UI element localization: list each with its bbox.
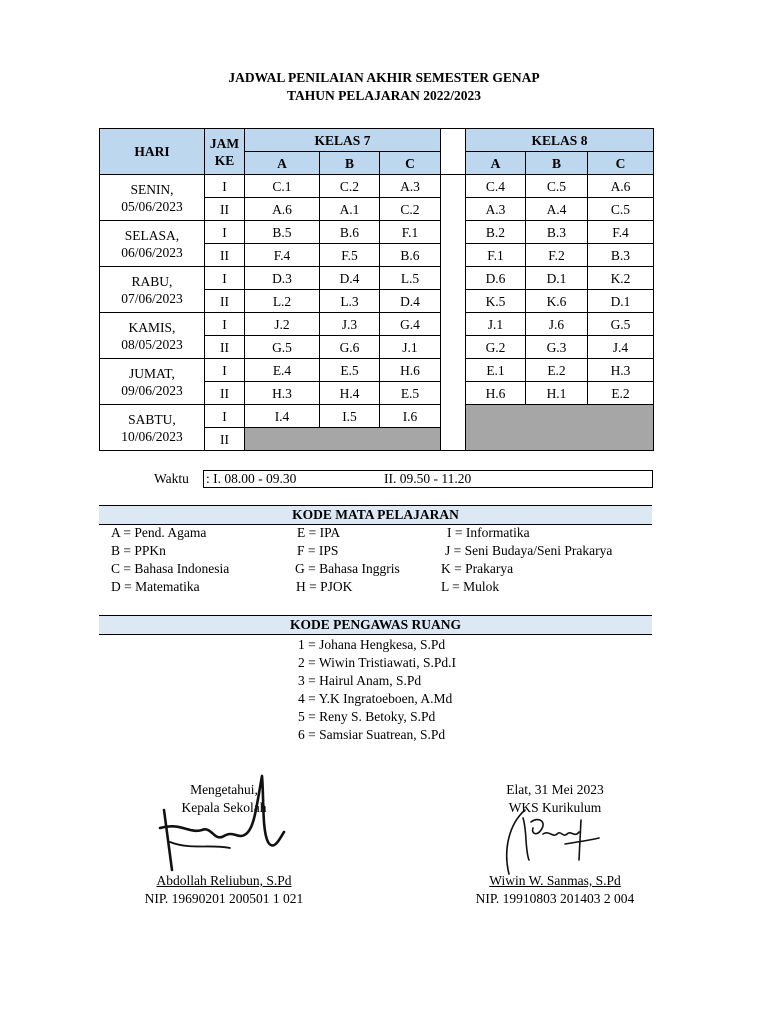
kelas8-cell: F.2: [526, 244, 588, 267]
day-date: 06/06/2023: [121, 244, 183, 260]
day-cell: [100, 405, 205, 451]
header-hari: HARI: [100, 129, 205, 175]
left-signer-nip: NIP. 19690201 200501 1 021: [144, 891, 304, 906]
kelas8-cell: H.1: [526, 382, 588, 405]
kelas8-cell: J.6: [526, 313, 588, 336]
pengawas-item: 3 = Hairul Anam, S.Pd: [298, 673, 422, 688]
kelas8-cell: H.6: [466, 382, 526, 405]
kode-pengawas-heading: KODE PENGAWAS RUANG: [99, 615, 652, 635]
kelas7-cell: D.4: [320, 267, 380, 290]
schedule-table: [99, 128, 654, 451]
document-subtitle: TAHUN PELAJARAN 2022/2023: [286, 88, 481, 103]
kelas7-cell: G.6: [320, 336, 380, 359]
kelas8-cell: D.6: [466, 267, 526, 290]
kelas7-cell: J.3: [320, 313, 380, 336]
pengawas-item: 5 = Reny S. Betoky, S.Pd: [298, 709, 436, 724]
kelas7-cell: H.3: [245, 382, 320, 405]
jam-cell: I: [205, 359, 245, 382]
column-gap: [441, 267, 466, 290]
kode-mapel-item: I = Informatika: [447, 525, 530, 540]
left-signer-name: Abdollah Reliubun, S.Pd: [156, 873, 292, 888]
kelas8-cell: E.2: [526, 359, 588, 382]
kode-mapel-item: K = Prakarya: [441, 561, 514, 576]
kelas8-cell: D.1: [526, 267, 588, 290]
day-cell: [100, 359, 205, 405]
column-gap: [441, 244, 466, 267]
kelas7-cell: C.2: [320, 175, 380, 198]
column-gap: [441, 290, 466, 313]
day-name: KAMIS,: [128, 319, 176, 335]
kode-mapel-item: C = Bahasa Indonesia: [111, 561, 230, 576]
day-name: SELASA,: [124, 227, 180, 243]
schedule-row: [100, 405, 654, 428]
jam-cell: II: [205, 290, 245, 313]
kelas8-cell: J.1: [466, 313, 526, 336]
day-date: 07/06/2023: [121, 290, 183, 306]
waktu-label: Waktu: [154, 471, 189, 486]
header-k7-a: A: [245, 152, 320, 175]
header-k7-b: B: [320, 152, 380, 175]
kelas7-cell: L.2: [245, 290, 320, 313]
kelas8-cell: G.5: [588, 313, 654, 336]
left-sign-line2: Kepala Sekolah: [181, 800, 267, 815]
kelas8-cell: B.2: [466, 221, 526, 244]
jam-cell: I: [205, 175, 245, 198]
kelas8-cell: B.3: [588, 244, 654, 267]
column-gap: [441, 221, 466, 244]
day-name: JUMAT,: [129, 365, 175, 381]
column-gap: [441, 129, 466, 175]
header-kelas-8: KELAS 8: [466, 129, 654, 152]
kelas8-cell: F.4: [588, 221, 654, 244]
kelas8-cell: E.1: [466, 359, 526, 382]
right-sign-line1: Elat, 31 Mei 2023: [506, 782, 604, 797]
kelas8-cell: F.1: [466, 244, 526, 267]
jam-cell: II: [205, 336, 245, 359]
pengawas-item: 4 = Y.K Ingratoeboen, A.Md: [298, 691, 453, 706]
right-signer-nip: NIP. 19910803 201403 2 004: [475, 891, 635, 906]
kelas8-cell: A.3: [466, 198, 526, 221]
kode-mapel-item: L = Mulok: [441, 579, 500, 594]
schedule-body: [100, 175, 654, 451]
header-jam-ke: [205, 129, 245, 175]
right-signature-mark: [495, 800, 605, 880]
kelas8-cell: E.2: [588, 382, 654, 405]
kelas8-cell: A.4: [526, 198, 588, 221]
kelas7-cell: H.6: [380, 359, 441, 382]
kelas7-cell: I.4: [245, 405, 320, 428]
kelas8-cell: K.5: [466, 290, 526, 313]
schedule-row: [100, 221, 654, 244]
kelas7-cell: L.3: [320, 290, 380, 313]
waktu-box: [203, 470, 653, 488]
kelas8-cell: A.6: [588, 175, 654, 198]
header-k7-c: C: [380, 152, 441, 175]
kelas7-cell: A.6: [245, 198, 320, 221]
kelas7-cell: F.5: [320, 244, 380, 267]
kelas7-cell: B.6: [380, 244, 441, 267]
kelas8-cell: K.2: [588, 267, 654, 290]
kode-mapel-item: E = IPA: [297, 525, 341, 540]
kelas8-cell: C.4: [466, 175, 526, 198]
day-cell: [100, 175, 205, 221]
kelas7-cell: C.2: [380, 198, 441, 221]
column-gap: [441, 359, 466, 382]
empty-kelas7-cell: [245, 428, 441, 451]
jam-cell: I: [205, 405, 245, 428]
kelas7-cell: B.5: [245, 221, 320, 244]
day-date: 08/05/2023: [121, 336, 183, 352]
kelas7-cell: I.5: [320, 405, 380, 428]
right-sign-line2: WKS Kurikulum: [508, 800, 602, 815]
day-date: 10/06/2023: [121, 428, 183, 444]
kelas7-cell: C.1: [245, 175, 320, 198]
left-signature-mark: [150, 770, 300, 880]
kelas7-cell: E.4: [245, 359, 320, 382]
day-date: 05/06/2023: [121, 198, 183, 214]
kode-mapel-item: J = Seni Budaya/Seni Prakarya: [445, 543, 613, 558]
kelas8-cell: H.3: [588, 359, 654, 382]
day-name: SABTU,: [128, 411, 176, 427]
kode-mapel-heading: KODE MATA PELAJARAN: [99, 505, 652, 525]
schedule-row: [100, 359, 654, 382]
kelas7-cell: G.4: [380, 313, 441, 336]
kelas8-cell: G.2: [466, 336, 526, 359]
kelas7-cell: A.3: [380, 175, 441, 198]
left-sign-line1: Mengetahui,: [190, 782, 258, 797]
header-jam-ke-line: JAM: [209, 135, 240, 151]
column-gap: [441, 428, 466, 451]
header-k8-b: B: [526, 152, 588, 175]
kelas7-cell: D.3: [245, 267, 320, 290]
kode-mapel-item: F = IPS: [297, 543, 339, 558]
kelas7-cell: J.1: [380, 336, 441, 359]
schedule-row: [100, 175, 654, 198]
schedule-row: [100, 313, 654, 336]
pengawas-item: 6 = Samsiar Suatrean, S.Pd: [298, 727, 446, 742]
kelas7-cell: F.1: [380, 221, 441, 244]
day-date: 09/06/2023: [121, 382, 183, 398]
header-k8-a: A: [466, 152, 526, 175]
column-gap: [441, 382, 466, 405]
kelas7-cell: D.4: [380, 290, 441, 313]
kelas7-cell: J.2: [245, 313, 320, 336]
kelas7-cell: H.4: [320, 382, 380, 405]
column-gap: [441, 405, 466, 428]
empty-kelas8-cell: [466, 405, 654, 451]
column-gap: [441, 313, 466, 336]
waktu-sesi-1: : I. 08.00 - 09.30: [206, 471, 297, 486]
column-gap: [441, 175, 466, 198]
waktu-sesi-2: II. 09.50 - 11.20: [384, 471, 472, 486]
schedule-row: [100, 267, 654, 290]
day-name: RABU,: [131, 273, 173, 289]
kelas7-cell: L.5: [380, 267, 441, 290]
jam-cell: I: [205, 313, 245, 336]
kode-mapel-item: D = Matematika: [111, 579, 200, 594]
kelas8-cell: G.3: [526, 336, 588, 359]
document-title: JADWAL PENILAIAN AKHIR SEMESTER GENAP: [228, 70, 540, 85]
day-name: SENIN,: [130, 181, 174, 197]
jam-cell: II: [205, 244, 245, 267]
jam-cell: II: [205, 198, 245, 221]
kelas7-cell: B.6: [320, 221, 380, 244]
kelas8-cell: K.6: [526, 290, 588, 313]
pengawas-item: 1 = Johana Hengkesa, S.Pd: [298, 637, 446, 652]
kode-mapel-item: G = Bahasa Inggris: [295, 561, 400, 576]
kelas7-cell: G.5: [245, 336, 320, 359]
kode-mapel-item: A = Pend. Agama: [111, 525, 207, 540]
jam-cell: II: [205, 382, 245, 405]
column-gap: [441, 198, 466, 221]
kode-mapel-item: H = PJOK: [296, 579, 353, 594]
kelas7-cell: I.6: [380, 405, 441, 428]
jam-cell: I: [205, 221, 245, 244]
header-kelas-7: KELAS 7: [245, 129, 441, 152]
day-cell: [100, 313, 205, 359]
pengawas-item: 2 = Wiwin Tristiawati, S.Pd.I: [298, 655, 456, 670]
day-cell: [100, 221, 205, 267]
kelas8-cell: C.5: [526, 175, 588, 198]
header-jam-ke-line: KE: [214, 152, 235, 168]
kode-mapel-item: B = PPKn: [111, 543, 166, 558]
kelas8-cell: B.3: [526, 221, 588, 244]
kelas8-cell: J.4: [588, 336, 654, 359]
jam-cell: I: [205, 267, 245, 290]
day-cell: [100, 267, 205, 313]
right-signer-name: Wiwin W. Sanmas, S.Pd: [489, 873, 621, 888]
header-k8-c: C: [588, 152, 654, 175]
header-jam-ke-text: [205, 135, 244, 169]
column-gap: [441, 336, 466, 359]
kelas7-cell: E.5: [380, 382, 441, 405]
kelas7-cell: A.1: [320, 198, 380, 221]
kelas7-cell: E.5: [320, 359, 380, 382]
kelas7-cell: F.4: [245, 244, 320, 267]
jam-cell: II: [205, 428, 245, 451]
kelas8-cell: C.5: [588, 198, 654, 221]
kelas8-cell: D.1: [588, 290, 654, 313]
